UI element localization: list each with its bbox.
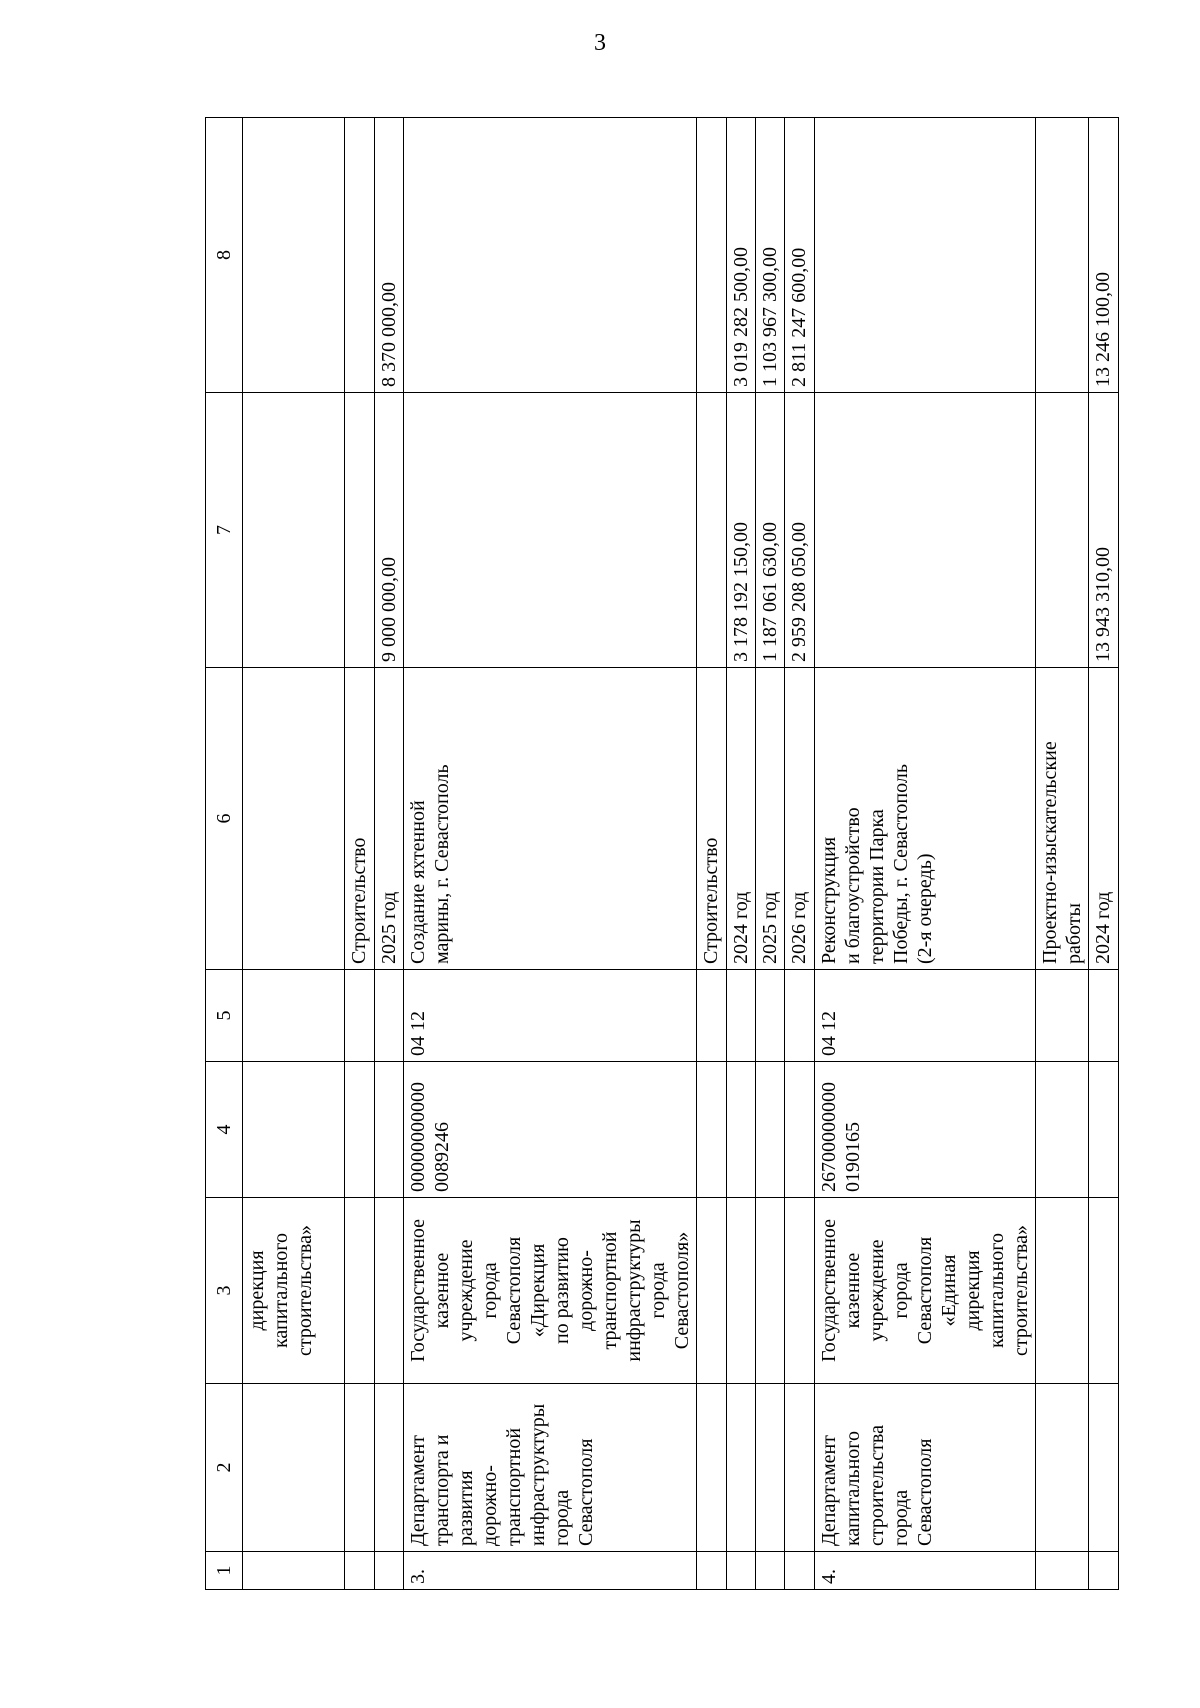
table-cell-col-5: [243, 970, 345, 1062]
table-cell-col-6: Строительство: [697, 668, 727, 970]
table-cell-col-7: 3 178 192 150,00: [727, 393, 756, 668]
table-cell-col-5: [1036, 970, 1089, 1062]
table-cell-col-7: 1 187 061 630,00: [756, 393, 785, 668]
table-cell-col-2: [243, 1384, 345, 1552]
table-cell-col-6: 2024 год: [727, 668, 756, 970]
header-cell: 2: [206, 1384, 243, 1552]
table-cell-col-7: [243, 393, 345, 668]
table-cell-col-1: [1036, 1552, 1089, 1590]
page-number: 3: [594, 30, 606, 56]
table-row: [785, 118, 815, 1590]
table-cell-col-6: Проектно-изыскательские работы: [1036, 668, 1089, 970]
table-cell-col-5: [756, 970, 785, 1062]
table-cell-col-7: [404, 393, 697, 668]
table-row: [727, 118, 756, 1590]
table-row: [345, 118, 375, 1590]
table-cell-col-1: [375, 1552, 404, 1590]
table-cell-col-2: [785, 1384, 815, 1552]
table-cell-col-6: Создание яхтенной марины, г. Севастополь: [404, 668, 697, 970]
table-cell-col-1: [727, 1552, 756, 1590]
table-row: [375, 118, 404, 1590]
table-cell-col-6: 2025 год: [375, 668, 404, 970]
table-cell-col-8: 3 019 282 500,00: [727, 118, 756, 393]
table-cell-col-5: [785, 970, 815, 1062]
table-cell-col-8: [404, 118, 697, 393]
table-cell-col-6: 2025 год: [756, 668, 785, 970]
table-row: [756, 118, 785, 1590]
table-cell-col-3: [1089, 1198, 1119, 1384]
table-cell-col-1: 3.: [404, 1552, 697, 1590]
table-cell-col-6: [243, 668, 345, 970]
header-cell: 7: [206, 393, 243, 668]
table-cell-col-1: [243, 1552, 345, 1590]
table-cell-col-8: [345, 118, 375, 393]
table-cell-col-3: [345, 1198, 375, 1384]
table-cell-col-1: [697, 1552, 727, 1590]
table-cell-col-2: [345, 1384, 375, 1552]
table-cell-col-6: Строительство: [345, 668, 375, 970]
table-cell-col-7: 13 943 310,00: [1089, 393, 1119, 668]
table-cell-col-8: [1036, 118, 1089, 393]
table-cell-col-8: 8 370 000,00: [375, 118, 404, 393]
rotated-table-container: [205, 118, 1114, 1590]
table-cell-col-4: [697, 1062, 727, 1198]
table-cell-col-6: Реконструкция и благоустройство территории Парка Победы, г. Севастополь (2-я очередь): [815, 668, 1036, 970]
table-cell-col-4: [1036, 1062, 1089, 1198]
table-cell-col-8: [243, 118, 345, 393]
table-cell-col-1: [1089, 1552, 1119, 1590]
table-row: [815, 118, 1036, 1590]
table-cell-col-8: 1 103 967 300,00: [756, 118, 785, 393]
table-cell-col-3: Государственное казенное учреждение города Севастополя «Единая дирекция капитального строительства»: [815, 1198, 1036, 1384]
table-cell-col-3: [785, 1198, 815, 1384]
table-cell-col-7: [345, 393, 375, 668]
table-cell-col-3: [727, 1198, 756, 1384]
table-row: [1036, 118, 1089, 1590]
table-cell-col-7: [1036, 393, 1089, 668]
table-cell-col-1: [345, 1552, 375, 1590]
table-cell-col-5: 04 12: [815, 970, 1036, 1062]
table-cell-col-7: 9 000 000,00: [375, 393, 404, 668]
table-row: [243, 118, 345, 1590]
table-cell-col-1: [756, 1552, 785, 1590]
table-cell-col-5: [345, 970, 375, 1062]
table-cell-col-4: 26700000000 0190165: [815, 1062, 1036, 1198]
table-cell-col-5: [697, 970, 727, 1062]
table-row: [697, 118, 727, 1590]
table-cell-col-1: 4.: [815, 1552, 1036, 1590]
table-cell-col-2: [375, 1384, 404, 1552]
table-cell-col-4: [243, 1062, 345, 1198]
table-cell-col-8: [697, 118, 727, 393]
table-cell-col-6: 2024 год: [1089, 668, 1119, 970]
table-cell-col-4: [785, 1062, 815, 1198]
table-cell-col-7: [697, 393, 727, 668]
table-cell-col-1: [785, 1552, 815, 1590]
header-cell: 1: [206, 1552, 243, 1590]
table-row: [1089, 118, 1119, 1590]
table-cell-col-4: [375, 1062, 404, 1198]
table-cell-col-2: [1089, 1384, 1119, 1552]
table-cell-col-2: Департамент транспорта и развития дорожно- транспортной инфраструктуры города Севастополя: [404, 1384, 697, 1552]
table-cell-col-8: 13 246 100,00: [1089, 118, 1119, 393]
table-row: [404, 118, 697, 1590]
table-cell-col-2: [727, 1384, 756, 1552]
table-cell-col-7: 2 959 208 050,00: [785, 393, 815, 668]
table-cell-col-6: 2026 год: [785, 668, 815, 970]
table-cell-col-3: [697, 1198, 727, 1384]
table-cell-col-5: [375, 970, 404, 1062]
table-cell-col-4: [727, 1062, 756, 1198]
table-cell-col-3: дирекция капитального строительства»: [243, 1198, 345, 1384]
table-cell-col-4: 00000000000 0089246: [404, 1062, 697, 1198]
table-cell-col-4: [345, 1062, 375, 1198]
table-cell-col-5: [1089, 970, 1119, 1062]
table-cell-col-2: Департамент капитального строительства города Севастополя: [815, 1384, 1036, 1552]
header-cell: 6: [206, 668, 243, 970]
table-cell-col-7: [815, 393, 1036, 668]
header-cell: 4: [206, 1062, 243, 1198]
table-cell-col-5: [727, 970, 756, 1062]
table-cell-col-4: [756, 1062, 785, 1198]
table-cell-col-4: [1089, 1062, 1119, 1198]
table-cell-col-2: [756, 1384, 785, 1552]
table-cell-col-3: [1036, 1198, 1089, 1384]
header-cell: 8: [206, 118, 243, 393]
table-header-row: [206, 118, 243, 1590]
table-cell-col-8: 2 811 247 600,00: [785, 118, 815, 393]
table-cell-col-2: [1036, 1384, 1089, 1552]
header-cell: 3: [206, 1198, 243, 1384]
table-cell-col-2: [697, 1384, 727, 1552]
table-cell-col-8: [815, 118, 1036, 393]
table-cell-col-3: [375, 1198, 404, 1384]
header-cell: 5: [206, 970, 243, 1062]
table-cell-col-3: [756, 1198, 785, 1384]
table-cell-col-5: 04 12: [404, 970, 697, 1062]
table-area: [205, 118, 1114, 1590]
table-cell-col-3: Государственное казенное учреждение города Севастополя «Дирекция по развитию дорожно- транспортной инфраструктуры города Севастополя»: [404, 1198, 697, 1384]
investment-objects-table: [205, 117, 1119, 1590]
